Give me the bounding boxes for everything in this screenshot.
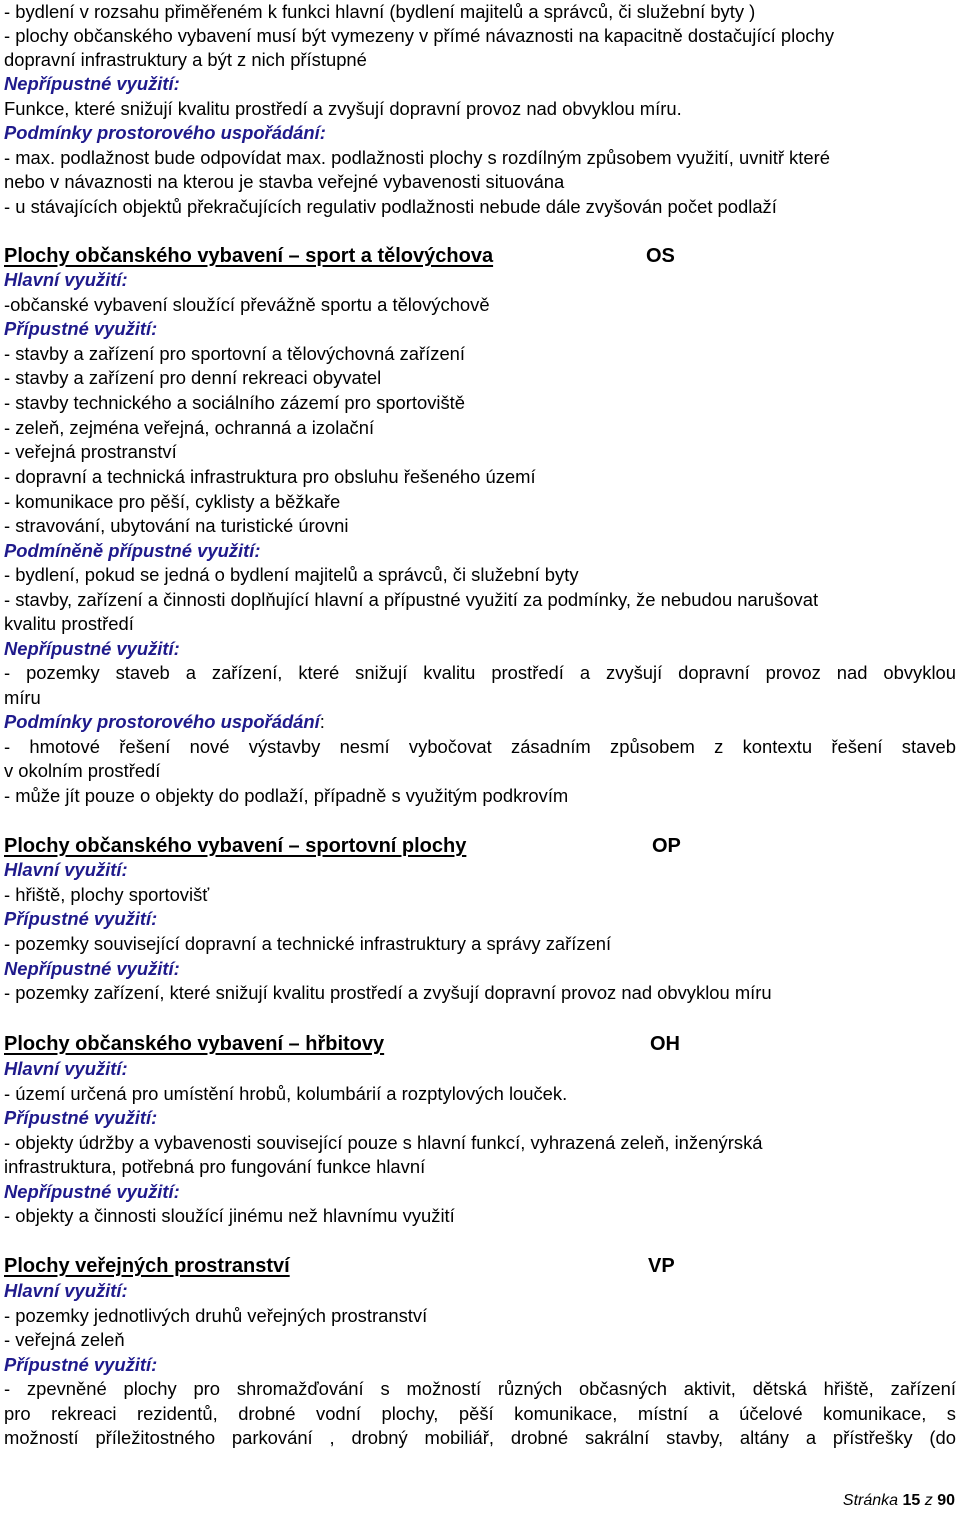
list-item: - objekty a činnosti sloužící jinému než hlavnímu využití <box>4 1205 455 1226</box>
list-item: - pozemky jednotlivých druhů veřejných prostranství <box>4 1305 428 1326</box>
text-line: pro rekreaci rezidentů, drobné vodní plochy, pěší komunikace, místní a účelové komunikace, s <box>4 1403 956 1424</box>
list-item: - může jít pouze o objekty do podlaží, případně s využitým podkrovím <box>4 785 569 806</box>
text-line: dopravní infrastruktury a být z nich přístupné <box>4 49 367 70</box>
list-item: - hmotové řešení nové výstavby nesmí vybočovat zásadním způsobem z kontextu řešení staveb <box>4 736 956 757</box>
footer-label: Stránka <box>842 1492 899 1509</box>
subheading-pripustne: Přípustné využití: <box>4 318 158 339</box>
section-title: Plochy občanského vybavení – sport a tělovýchova <box>4 245 494 267</box>
section-heading-vp <box>4 1254 290 1278</box>
list-item: - stavby technického a sociálního zázemí pro sportoviště <box>4 392 466 413</box>
subheading-podminene: Podmíněně přípustné využití: <box>4 540 261 561</box>
subheading-hlavni: Hlavní využití: <box>4 1058 128 1079</box>
subheading-pripustne: Přípustné využití: <box>4 1354 158 1375</box>
section-title: Plochy veřejných prostranství <box>4 1255 290 1277</box>
list-item: - stavby a zařízení pro denní rekreaci obyvatel <box>4 367 382 388</box>
text-line: - plochy občanského vybavení musí být vymezeny v přímé návaznosti na kapacitně dostačující plochy <box>4 25 835 46</box>
text-line: v okolním prostředí <box>4 760 161 781</box>
text-line: - max. podlažnost bude odpovídat max. podlažnosti plochy s rozdílným způsobem využití, uvnitř které <box>4 147 830 168</box>
section-heading-oh <box>4 1032 384 1056</box>
section-heading-op <box>4 834 466 858</box>
section-title: Plochy občanského vybavení – hřbitovy <box>4 1033 385 1055</box>
text-line: možností příležitostného parkování , drobný mobiliář, drobné sakrální stavby, altány a přístřešky (do <box>4 1427 956 1448</box>
text-line: - u stávajících objektů překračujících regulativ podlažnosti nebude dále zvyšován počet podlaží <box>4 196 777 217</box>
subheading-pripustne: Přípustné využití: <box>4 1107 158 1128</box>
section-code-oh: OH <box>650 1033 680 1055</box>
list-item: - hřiště, plochy sportovišť <box>4 884 210 905</box>
list-item: - zpevněné plochy pro shromažďování s možností různých občasných aktivit, dětská hřiště, zařízení <box>4 1378 956 1399</box>
text-line: -občanské vybavení sloužící převážně sportu a tělovýchově <box>4 294 490 315</box>
text-line: kvalitu prostředí <box>4 613 134 634</box>
list-item: - komunikace pro pěší, cyklisty a běžkaře <box>4 491 341 512</box>
list-item: - veřejná zeleň <box>4 1329 125 1350</box>
subheading-hlavni: Hlavní využití: <box>4 859 128 880</box>
text-line: nebo v návaznosti na kterou je stavba veřejné vybavenosti situována <box>4 171 565 192</box>
list-item: - stavby a zařízení pro sportovní a tělovýchovná zařízení <box>4 343 466 364</box>
subheading-pripustne: Přípustné využití: <box>4 908 158 929</box>
subheading-hlavni: Hlavní využití: <box>4 269 128 290</box>
subheading-nepripustne: Nepřípustné využití: <box>4 1181 180 1202</box>
list-item: - pozemky související dopravní a technické infrastruktury a správy zařízení <box>4 933 612 954</box>
section-code-vp: VP <box>648 1255 675 1277</box>
list-item: - pozemky zařízení, které snižují kvalitu prostředí a zvyšují dopravní provoz nad obvyklou míru <box>4 982 772 1003</box>
subheading-podminky <box>4 710 325 734</box>
text-line: - bydlení v rozsahu přiměřeném k funkci hlavní (bydlení majitelů a správců, či služební byty ) <box>4 1 756 22</box>
list-item: - stravování, ubytování na turistické úrovni <box>4 515 349 536</box>
text-line: míru <box>4 687 41 708</box>
subheading-nepripustne: Nepřípustné využití: <box>4 958 180 979</box>
subheading-hlavni: Hlavní využití: <box>4 1280 128 1301</box>
subheading-nepripustne: Nepřípustné využití: <box>4 638 180 659</box>
list-item: - území určená pro umístění hrobů, kolumbárií a rozptylových louček. <box>4 1083 568 1104</box>
list-item: - zeleň, zejména veřejná, ochranná a izolační <box>4 417 375 438</box>
subheading-nepripustne: Nepřípustné využití: <box>4 73 180 94</box>
list-item: - bydlení, pokud se jedná o bydlení majitelů a správců, či služební byty <box>4 564 579 585</box>
subheading-podminky: Podmínky prostorového uspořádání: <box>4 122 326 143</box>
list-item: - veřejná prostranství <box>4 441 177 462</box>
list-item: - stavby, zařízení a činnosti doplňující hlavní a přípustné využití za podmínky, že nebudou narušovat <box>4 589 819 610</box>
page-footer <box>843 1490 955 1512</box>
text-line: Funkce, které snižují kvalitu prostředí a zvyšují dopravní provoz nad obvyklou míru. <box>4 98 682 119</box>
page-total: 90 <box>937 1492 955 1509</box>
page-number: 15 <box>902 1492 921 1509</box>
subheading-colon: : <box>319 711 325 732</box>
text-line: infrastruktura, potřebná pro fungování funkce hlavní <box>4 1156 426 1177</box>
section-code-os: OS <box>646 245 675 267</box>
subheading-text: Podmínky prostorového uspořádání <box>4 711 320 732</box>
section-title: Plochy občanského vybavení – sportovní plochy <box>4 835 467 857</box>
list-item: - dopravní a technická infrastruktura pro obsluhu řešeného území <box>4 466 536 487</box>
footer-of: z <box>924 1492 933 1509</box>
section-code-op: OP <box>652 835 681 857</box>
list-item: - objekty údržby a vybavenosti související pouze s hlavní funkcí, vyhrazená zeleň, inženýrská <box>4 1132 763 1153</box>
list-item: - pozemky staveb a zařízení, které snižují kvalitu prostředí a zvyšují dopravní provoz nad obvyklou <box>4 662 956 683</box>
section-heading-os <box>4 244 493 268</box>
